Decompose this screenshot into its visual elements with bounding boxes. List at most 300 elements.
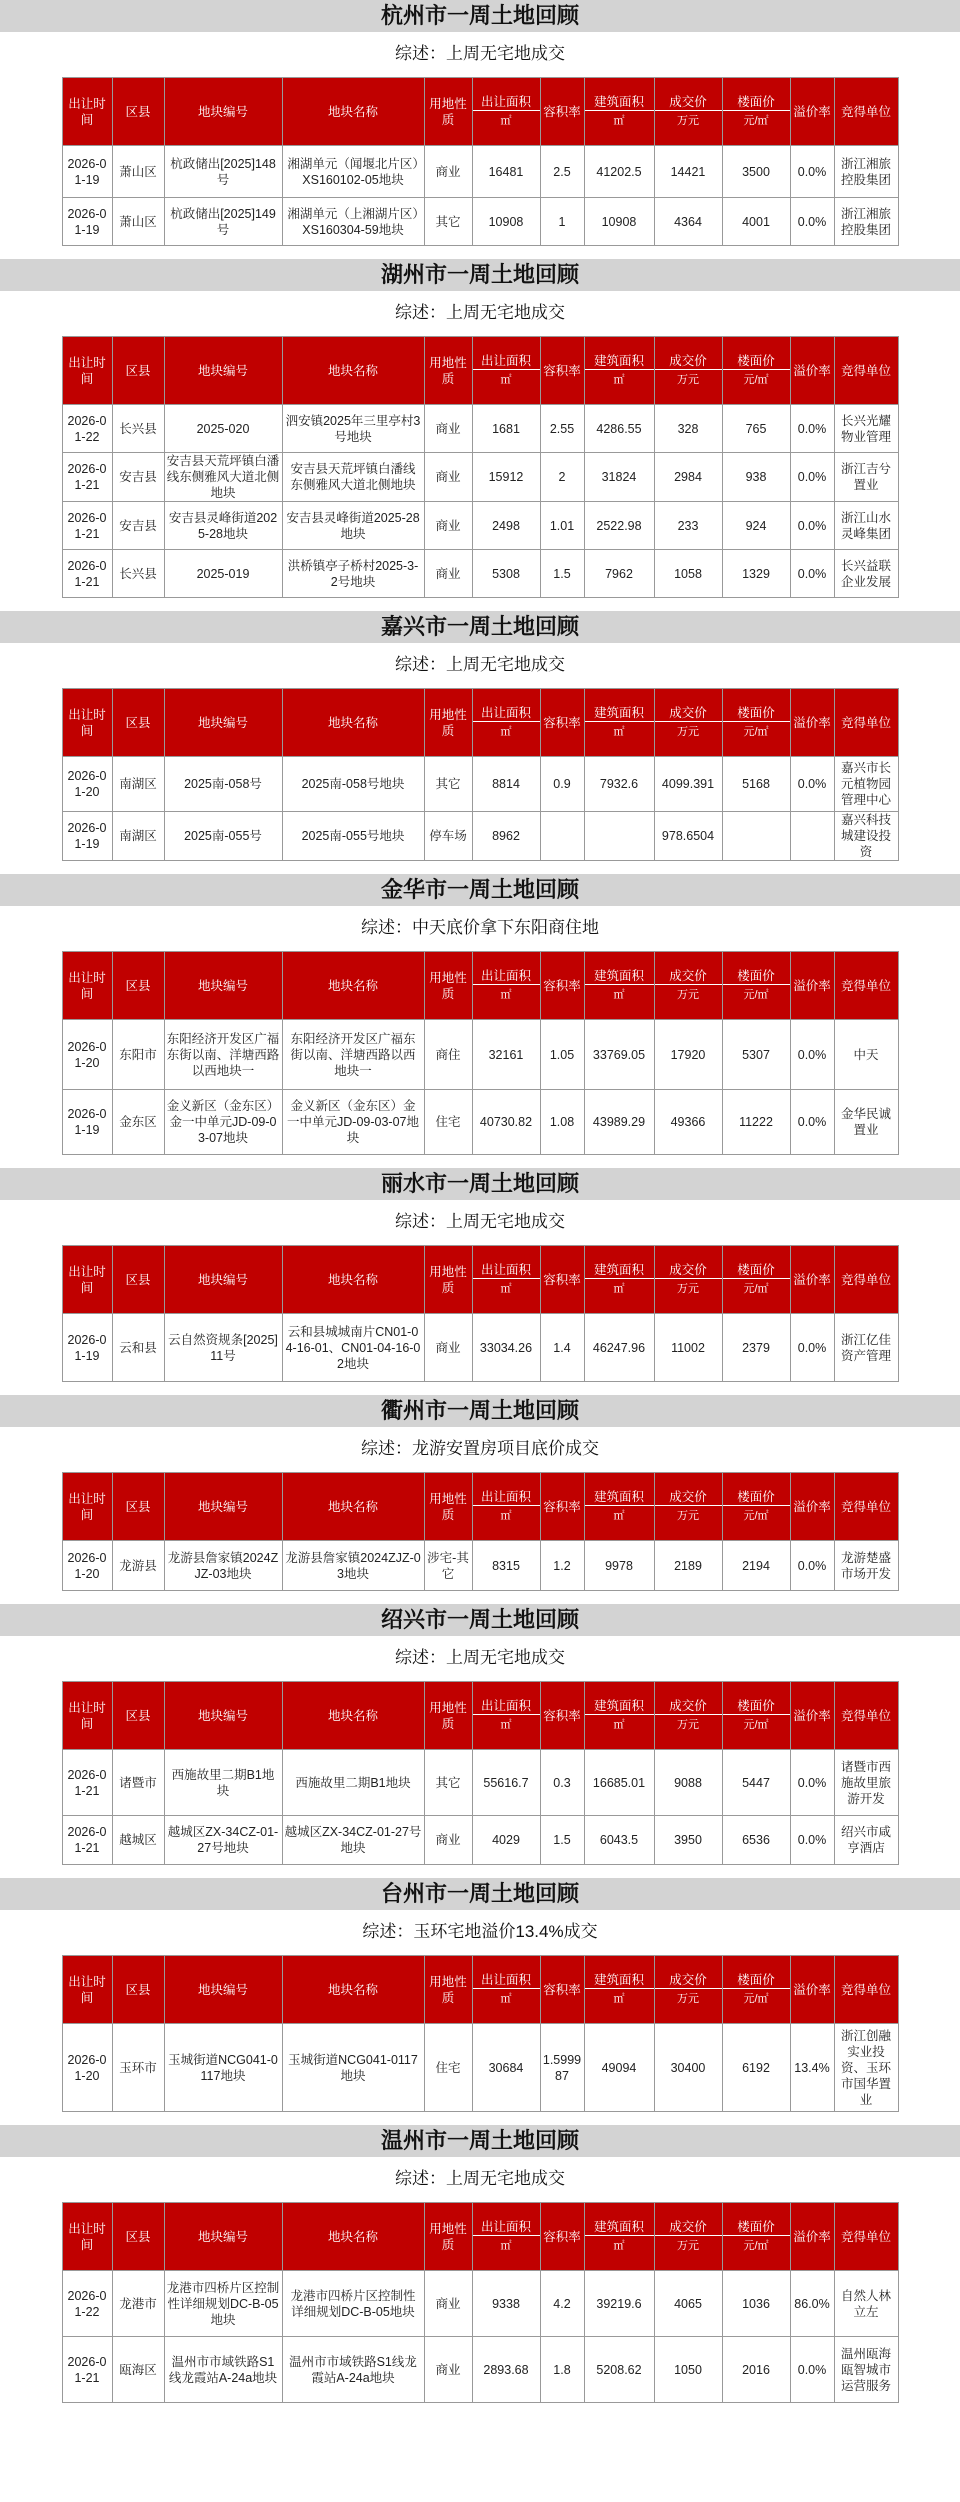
table-cell	[722, 812, 790, 861]
table-row	[62, 1816, 898, 1865]
column-header-label: 容积率	[543, 715, 581, 730]
city-section	[0, 1395, 960, 1604]
table-cell: 0.0%	[790, 1090, 834, 1155]
table-cell: 浙江山水灵峰集团	[834, 502, 898, 550]
table-cell: 萧山区	[112, 146, 164, 198]
table-cell	[540, 812, 584, 861]
table-cell: 越城区	[112, 1816, 164, 1865]
column-header	[112, 1682, 164, 1750]
column-header	[62, 78, 112, 146]
table-cell: 5168	[722, 757, 790, 812]
table-cell: 洪桥镇亭子桥村2025-3-2号地块	[282, 550, 424, 598]
column-header	[540, 2203, 584, 2271]
table-cell: 31824	[584, 453, 654, 502]
table-cell: 商业	[424, 146, 472, 198]
table-cell: 2026-01-22	[62, 405, 112, 453]
column-header	[722, 2203, 790, 2271]
column-header	[654, 1473, 722, 1541]
column-header-label: 成交价	[669, 2220, 707, 2234]
column-header-label: 出让面积	[480, 1490, 531, 1504]
column-header-label: 溢价率	[793, 2229, 831, 2244]
column-header	[62, 1246, 112, 1314]
table-cell: 东阳经济开发区广福东街以南、洋塘西路以西地块一	[282, 1020, 424, 1090]
column-header-label: 地块名称	[327, 1708, 378, 1723]
column-header-label: 地块名称	[327, 1272, 378, 1287]
column-header-label: 区县	[125, 1499, 151, 1514]
table-cell: 46247.96	[584, 1314, 654, 1382]
column-unit: ㎡	[585, 1988, 654, 2007]
column-unit: 元/㎡	[723, 1714, 790, 1733]
table-cell: 10908	[584, 198, 654, 246]
column-header-label: 容积率	[543, 1272, 581, 1287]
table-cell: 商业	[424, 2337, 472, 2403]
column-header-label: 区县	[125, 1708, 151, 1723]
table-cell: 33769.05	[584, 1020, 654, 1090]
column-header-label: 楼面价	[737, 1699, 775, 1713]
table-cell: 商业	[424, 502, 472, 550]
section-title: 台州市一周土地回顾	[0, 1878, 960, 1910]
column-header	[834, 952, 898, 1020]
table-cell: 4286.55	[584, 405, 654, 453]
column-unit: 万元	[655, 721, 722, 740]
column-header-label: 出让面积	[480, 95, 531, 109]
table-cell: 30684	[472, 2024, 540, 2112]
table-cell: 金华民诚置业	[834, 1090, 898, 1155]
column-header-label: 楼面价	[737, 354, 775, 368]
table-cell: 其它	[424, 198, 472, 246]
column-header-label: 出让时间	[68, 970, 106, 1001]
column-header	[834, 1246, 898, 1314]
column-header-label: 地块编号	[197, 1708, 248, 1723]
column-header-label: 成交价	[669, 95, 707, 109]
column-header	[584, 1473, 654, 1541]
column-header-label: 地块编号	[197, 1272, 248, 1287]
table-cell: 2025南-055号地块	[282, 812, 424, 861]
column-header-label: 溢价率	[793, 1708, 831, 1723]
column-unit: ㎡	[473, 1714, 540, 1733]
table-cell: 4364	[654, 198, 722, 246]
table-cell: 安吉县天荒坪镇白潘线东侧雅风大道北侧地块	[282, 453, 424, 502]
column-header-label: 区县	[125, 1272, 151, 1287]
column-header	[654, 689, 722, 757]
table-cell: 0.0%	[790, 502, 834, 550]
table-cell: 2026-01-20	[62, 757, 112, 812]
city-section	[0, 2125, 960, 2416]
column-header	[424, 1956, 472, 2024]
column-header	[62, 1473, 112, 1541]
table-cell: 30400	[654, 2024, 722, 2112]
column-header-label: 竞得单位	[840, 104, 891, 119]
section-gap	[0, 1591, 960, 1604]
table-row	[62, 1314, 898, 1382]
land-deal-table	[62, 1245, 899, 1382]
table-cell: 2522.98	[584, 502, 654, 550]
column-header	[424, 1682, 472, 1750]
column-header	[654, 337, 722, 405]
column-header	[112, 1473, 164, 1541]
column-header	[62, 2203, 112, 2271]
table-cell: 0.3	[540, 1750, 584, 1816]
table-cell: 43989.29	[584, 1090, 654, 1155]
table-cell: 温州市市域铁路S1线龙霞站A-24a地块	[282, 2337, 424, 2403]
column-header	[540, 337, 584, 405]
column-header-label: 成交价	[669, 1973, 707, 1987]
table-cell: 安吉县灵峰街道2025-28地块	[282, 502, 424, 550]
table-cell: 0.0%	[790, 1816, 834, 1865]
column-header-label: 容积率	[543, 978, 581, 993]
column-header	[722, 1956, 790, 2024]
section-summary: 综述：上周无宅地成交	[395, 1648, 565, 1667]
table-cell: 西施故里二期B1地块	[164, 1750, 282, 1816]
column-header-label: 楼面价	[737, 1263, 775, 1277]
column-unit: 元/㎡	[723, 110, 790, 129]
table-cell: 2	[540, 453, 584, 502]
table-cell: 0.0%	[790, 757, 834, 812]
column-header	[722, 1473, 790, 1541]
table-cell: 云和县	[112, 1314, 164, 1382]
table-row	[62, 550, 898, 598]
column-header-label: 地块名称	[327, 104, 378, 119]
table-cell: 9088	[654, 1750, 722, 1816]
column-header	[112, 689, 164, 757]
table-cell: 2026-01-19	[62, 1090, 112, 1155]
column-header	[164, 78, 282, 146]
column-header	[584, 78, 654, 146]
table-cell: 住宅	[424, 1090, 472, 1155]
table-cell: 2026-01-20	[62, 1020, 112, 1090]
table-cell: 温州瓯海瓯智城市运营服务	[834, 2337, 898, 2403]
table-cell: 杭政储出[2025]149号	[164, 198, 282, 246]
table-cell: 0.0%	[790, 405, 834, 453]
table-cell: 龙港市四桥片区控制性详细规划DC-B-05地块	[164, 2271, 282, 2337]
column-header	[540, 952, 584, 1020]
table-cell: 萧山区	[112, 198, 164, 246]
land-deal-table	[62, 1955, 899, 2112]
table-cell: 16685.01	[584, 1750, 654, 1816]
column-header-label: 竞得单位	[840, 1708, 891, 1723]
column-unit: ㎡	[473, 1988, 540, 2007]
column-header-label: 竞得单位	[840, 2229, 891, 2244]
column-header-label: 建筑面积	[593, 1263, 644, 1277]
table-cell: 328	[654, 405, 722, 453]
column-header-label: 区县	[125, 1982, 151, 1997]
column-header-label: 容积率	[543, 1499, 581, 1514]
column-header-label: 楼面价	[737, 1973, 775, 1987]
column-header	[424, 689, 472, 757]
city-section	[0, 1604, 960, 1878]
column-header	[164, 1956, 282, 2024]
table-cell: 停车场	[424, 812, 472, 861]
table-cell: 86.0%	[790, 2271, 834, 2337]
table-row	[62, 146, 898, 198]
column-header	[834, 689, 898, 757]
column-header	[540, 1956, 584, 2024]
column-header-label: 溢价率	[793, 104, 831, 119]
table-cell: 1.5	[540, 1816, 584, 1865]
city-section	[0, 0, 960, 259]
column-header	[654, 2203, 722, 2271]
land-deal-table	[62, 1472, 899, 1591]
table-cell: 6192	[722, 2024, 790, 2112]
column-header-label: 出让面积	[480, 1263, 531, 1277]
table-row	[62, 2024, 898, 2112]
table-cell: 龙游县詹家镇2024ZJZ-03地块	[282, 1541, 424, 1591]
column-unit: 元/㎡	[723, 2235, 790, 2254]
land-deal-table	[62, 951, 899, 1155]
column-header	[282, 1956, 424, 2024]
city-section	[0, 1878, 960, 2125]
section-title: 湖州市一周土地回顾	[0, 259, 960, 291]
section-summary: 综述：上周无宅地成交	[395, 2169, 565, 2188]
column-header-label: 容积率	[543, 363, 581, 378]
column-header-label: 出让面积	[480, 1699, 531, 1713]
column-header-label: 溢价率	[793, 363, 831, 378]
table-row	[62, 405, 898, 453]
table-cell: 2025南-055号	[164, 812, 282, 861]
table-cell: 41202.5	[584, 146, 654, 198]
table-cell: 978.6504	[654, 812, 722, 861]
column-header	[540, 78, 584, 146]
column-header-label: 竞得单位	[840, 1499, 891, 1514]
table-cell: 1	[540, 198, 584, 246]
section-gap	[0, 246, 960, 259]
column-header	[584, 337, 654, 405]
column-header-label: 建筑面积	[593, 1973, 644, 1987]
column-header	[584, 1246, 654, 1314]
column-header-label: 地块名称	[327, 363, 378, 378]
table-cell: 2893.68	[472, 2337, 540, 2403]
column-header-label: 用地性质	[429, 1974, 467, 2005]
column-header	[790, 2203, 834, 2271]
column-header-label: 楼面价	[737, 95, 775, 109]
table-cell: 湘湖单元（上湘湖片区）XS160304-59地块	[282, 198, 424, 246]
column-unit: 万元	[655, 369, 722, 388]
column-header-label: 用地性质	[429, 970, 467, 1001]
table-cell: 2025-019	[164, 550, 282, 598]
table-row	[62, 1541, 898, 1591]
column-header	[540, 1246, 584, 1314]
column-unit: ㎡	[585, 369, 654, 388]
column-header	[472, 689, 540, 757]
column-header-label: 建筑面积	[593, 2220, 644, 2234]
city-section	[0, 1168, 960, 1395]
column-header	[834, 2203, 898, 2271]
column-header	[584, 2203, 654, 2271]
section-summary: 综述：上周无宅地成交	[395, 44, 565, 63]
table-cell: 安吉县天荒坪镇白潘线东侧雅风大道北侧地块	[164, 453, 282, 502]
column-header-label: 地块编号	[197, 363, 248, 378]
table-cell: 浙江亿佳资产管理	[834, 1314, 898, 1382]
section-gap	[0, 1865, 960, 1878]
column-header-label: 出让时间	[68, 1974, 106, 2005]
section-gap	[0, 2403, 960, 2416]
table-cell: 16481	[472, 146, 540, 198]
table-cell: 924	[722, 502, 790, 550]
column-header	[722, 1682, 790, 1750]
column-header	[424, 1473, 472, 1541]
table-cell: 0.0%	[790, 453, 834, 502]
table-cell: 2025南-058号	[164, 757, 282, 812]
table-cell: 2026-01-21	[62, 502, 112, 550]
column-header-label: 地块编号	[197, 2229, 248, 2244]
table-cell: 玉城街道NCG041-0117地块	[282, 2024, 424, 2112]
column-header-label: 地块名称	[327, 1499, 378, 1514]
column-header-label: 出让面积	[480, 2220, 531, 2234]
table-cell: 2026-01-21	[62, 1750, 112, 1816]
table-cell: 3950	[654, 1816, 722, 1865]
column-header	[424, 337, 472, 405]
column-header	[424, 952, 472, 1020]
column-unit: 万元	[655, 984, 722, 1003]
column-header	[282, 1682, 424, 1750]
column-header	[790, 689, 834, 757]
column-header	[834, 1956, 898, 2024]
table-cell: 2026-01-19	[62, 146, 112, 198]
column-header-label: 容积率	[543, 1982, 581, 1997]
table-cell: 越城区ZX-34CZ-01-27号地块	[282, 1816, 424, 1865]
table-cell: 浙江吉兮置业	[834, 453, 898, 502]
table-cell: 嘉兴市长元植物园管理中心	[834, 757, 898, 812]
table-cell: 0.0%	[790, 550, 834, 598]
column-header-label: 建筑面积	[593, 95, 644, 109]
column-header	[164, 1473, 282, 1541]
table-cell: 6536	[722, 1816, 790, 1865]
column-header	[654, 952, 722, 1020]
table-cell: 0.0%	[790, 2337, 834, 2403]
land-deal-table	[62, 336, 899, 598]
table-cell: 2016	[722, 2337, 790, 2403]
column-header	[424, 78, 472, 146]
table-cell: 商业	[424, 453, 472, 502]
column-unit: ㎡	[585, 110, 654, 129]
column-header	[834, 337, 898, 405]
table-cell	[790, 812, 834, 861]
section-summary: 综述：龙游安置房项目底价成交	[361, 1439, 599, 1458]
column-header-label: 楼面价	[737, 969, 775, 983]
column-header-label: 出让面积	[480, 969, 531, 983]
table-cell: 商业	[424, 1816, 472, 1865]
table-cell: 5307	[722, 1020, 790, 1090]
column-unit: ㎡	[473, 110, 540, 129]
table-cell: 云自然资规条[2025]11号	[164, 1314, 282, 1382]
table-cell: 40730.82	[472, 1090, 540, 1155]
table-cell: 2189	[654, 1541, 722, 1591]
table-row	[62, 812, 898, 861]
column-header	[722, 952, 790, 1020]
column-header	[654, 1956, 722, 2024]
column-header	[62, 1682, 112, 1750]
column-header-label: 建筑面积	[593, 1490, 644, 1504]
column-unit: 万元	[655, 1714, 722, 1733]
table-cell: 5447	[722, 1750, 790, 1816]
column-header-label: 建筑面积	[593, 354, 644, 368]
table-cell: 金东区	[112, 1090, 164, 1155]
column-header	[834, 1473, 898, 1541]
column-header	[472, 1246, 540, 1314]
table-cell: 诸暨市西施故里旅游开发	[834, 1750, 898, 1816]
column-header	[164, 337, 282, 405]
table-cell: 云和县城城南片CN01-04-16-01、CN01-04-16-02地块	[282, 1314, 424, 1382]
table-cell: 0.0%	[790, 1750, 834, 1816]
table-cell: 0.9	[540, 757, 584, 812]
table-cell: 11222	[722, 1090, 790, 1155]
table-cell: 龙游县	[112, 1541, 164, 1591]
table-cell: 0.0%	[790, 1020, 834, 1090]
table-cell: 杭政储出[2025]148号	[164, 146, 282, 198]
city-section	[0, 259, 960, 611]
column-header-label: 出让时间	[68, 96, 106, 127]
table-row	[62, 198, 898, 246]
column-header-label: 出让时间	[68, 1491, 106, 1522]
column-header	[722, 689, 790, 757]
column-header	[282, 1246, 424, 1314]
table-cell: 1058	[654, 550, 722, 598]
table-cell: 2026-01-22	[62, 2271, 112, 2337]
table-cell: 6043.5	[584, 1816, 654, 1865]
table-cell: 32161	[472, 1020, 540, 1090]
column-header	[790, 952, 834, 1020]
column-header-label: 楼面价	[737, 1490, 775, 1504]
table-cell: 0.0%	[790, 1314, 834, 1382]
table-cell: 7932.6	[584, 757, 654, 812]
column-header-label: 建筑面积	[593, 969, 644, 983]
table-cell: 9338	[472, 2271, 540, 2337]
column-header-label: 地块编号	[197, 104, 248, 119]
table-cell: 8315	[472, 1541, 540, 1591]
column-header	[654, 78, 722, 146]
column-header	[722, 337, 790, 405]
column-header	[282, 689, 424, 757]
column-header-label: 溢价率	[793, 1272, 831, 1287]
table-cell: 龙游县詹家镇2024ZJZ-03地块	[164, 1541, 282, 1591]
column-header-label: 建筑面积	[593, 706, 644, 720]
table-cell: 1.05	[540, 1020, 584, 1090]
column-header	[790, 78, 834, 146]
column-header-label: 出让面积	[480, 706, 531, 720]
column-header-label: 出让时间	[68, 355, 106, 386]
section-gap	[0, 1382, 960, 1395]
column-unit: 万元	[655, 1505, 722, 1524]
column-header-label: 建筑面积	[593, 1699, 644, 1713]
table-cell: 南湖区	[112, 812, 164, 861]
table-cell: 浙江创融实业投资、玉环市国华置业	[834, 2024, 898, 2112]
table-cell: 商业	[424, 405, 472, 453]
column-header-label: 溢价率	[793, 978, 831, 993]
column-header-label: 成交价	[669, 706, 707, 720]
table-row	[62, 2337, 898, 2403]
column-unit: ㎡	[473, 984, 540, 1003]
table-cell: 2026-01-20	[62, 2024, 112, 2112]
section-title: 丽水市一周土地回顾	[0, 1168, 960, 1200]
table-cell: 1.08	[540, 1090, 584, 1155]
table-cell: 长兴县	[112, 550, 164, 598]
column-header	[584, 1956, 654, 2024]
land-deal-table	[62, 688, 899, 861]
table-cell: 0.0%	[790, 198, 834, 246]
column-header	[112, 337, 164, 405]
column-header-label: 容积率	[543, 1708, 581, 1723]
table-cell: 14421	[654, 146, 722, 198]
table-cell: 39219.6	[584, 2271, 654, 2337]
column-header	[472, 1956, 540, 2024]
table-row	[62, 502, 898, 550]
table-cell: 2026-01-20	[62, 1541, 112, 1591]
section-gap	[0, 1155, 960, 1168]
column-header-label: 地块编号	[197, 1499, 248, 1514]
table-cell: 住宅	[424, 2024, 472, 2112]
column-header	[424, 2203, 472, 2271]
table-cell: 0.0%	[790, 1541, 834, 1591]
